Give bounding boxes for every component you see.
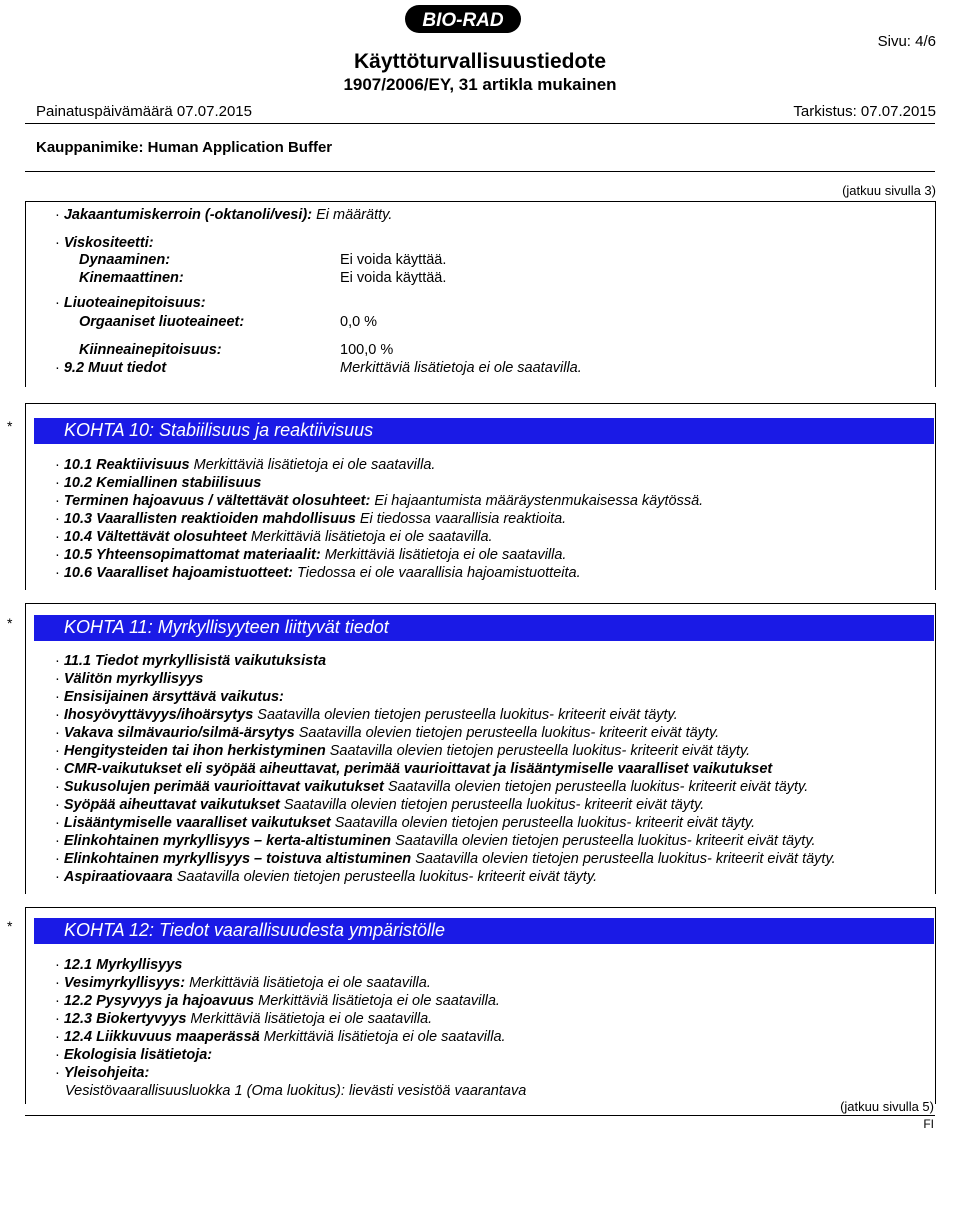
continued-from: (jatkuu sivulla 3) bbox=[842, 183, 936, 198]
header-divider bbox=[25, 123, 935, 124]
section10-changed-marker: * bbox=[7, 418, 13, 434]
s10-line-3: · Terminen hajoavuus / vältettävät olosuhteet: Ei hajaantumista määräystenmukaisessa käytössä. bbox=[55, 493, 704, 509]
logo-text: BIO-RAD bbox=[422, 10, 504, 31]
s11-line-12: · Elinkohtainen myrkyllisyys – toistuva altistuminen Saatavilla olevien tietojen perusteella luokitus- kriteerit eivät täyty. bbox=[55, 851, 836, 867]
s11-line-2: · Välitön myrkyllisyys bbox=[55, 671, 204, 687]
solvent-row: · Liuoteainepitoisuus: bbox=[55, 295, 206, 311]
dynamic-label: Dynaaminen: bbox=[79, 252, 171, 268]
organic-value: 0,0 % bbox=[340, 314, 378, 330]
s12-line-8: Vesistövaarallisuusluokka 1 (Oma luokitus): lievästi vesistöä vaarantava bbox=[65, 1083, 527, 1099]
s12-line-1: · 12.1 Myrkyllisyys bbox=[55, 957, 183, 973]
s10-line-1: · 10.1 Reaktiivisuus Merkittäviä lisätietoja ei ole saatavilla. bbox=[55, 457, 436, 473]
s12-line-7: · Yleisohjeita: bbox=[55, 1065, 150, 1081]
s10-line-4: · 10.3 Vaarallisten reaktioiden mahdollisuus Ei tiedossa vaarallisia reaktioita. bbox=[55, 511, 567, 527]
section12-title: KOHTA 12: Tiedot vaarallisuudesta ympäristölle bbox=[64, 920, 446, 940]
s11-line-5: · Vakava silmävaurio/silmä-ärsytys Saatavilla olevien tietojen perusteella luokitus- kriteerit eivät täyty. bbox=[55, 725, 720, 741]
s11-line-13: · Aspiraatiovaara Saatavilla olevien tietojen perusteella luokitus- kriteerit eivät täyty. bbox=[55, 869, 598, 885]
document-title: Käyttöturvallisuustiedote bbox=[353, 50, 607, 73]
s10-line-7: · 10.6 Vaaralliset hajoamistuotteet: Tiedossa ei ole vaarallisia hajoamistuotteita. bbox=[55, 565, 581, 581]
viscosity-label: Viskositeetti: bbox=[63, 235, 154, 251]
print-date: Painatuspäivämäärä 07.07.2015 bbox=[36, 103, 252, 120]
organic-label: Orgaaniset liuoteaineet: bbox=[79, 314, 245, 330]
other-info-value: Merkittäviä lisätietoja ei ole saatavilla. bbox=[340, 360, 582, 376]
s11-line-8: · Sukusolujen perimää vaurioittavat vaikutukset Saatavilla olevien tietojen perusteella luokitus- kriteerit eivät täyty. bbox=[55, 779, 809, 795]
continued-to: (jatkuu sivulla 5) bbox=[840, 1099, 934, 1114]
page-number: Sivu: 4/6 bbox=[877, 33, 936, 50]
partition-row: · Jakaantumiskerroin (-oktanoli/vesi): Ei määrätty. bbox=[55, 207, 393, 223]
s10-line-5: · 10.4 Vältettävät olosuhteet Merkittäviä lisätietoja ei ole saatavilla. bbox=[55, 529, 493, 545]
section12-changed-marker: * bbox=[7, 918, 13, 934]
section11-title-bar bbox=[34, 615, 934, 641]
section11-title: KOHTA 11: Myrkyllisyyteen liittyvät tiedot bbox=[64, 617, 389, 637]
s11-line-4: · Ihosyövyttävyys/ihoärsytys Saatavilla olevien tietojen perusteella luokitus- kriteerit eivät täyty. bbox=[55, 707, 678, 723]
section10-title-bar bbox=[34, 418, 934, 444]
solids-label: Kiinneainepitoisuus: bbox=[79, 342, 222, 358]
viscosity-row: · Viskositeetti: bbox=[55, 235, 154, 251]
other-info-label: 9.2 Muut tiedot bbox=[63, 360, 167, 376]
partition-label: Jakaantumiskerroin (-oktanoli/vesi): bbox=[63, 207, 313, 223]
solids-value: 100,0 % bbox=[340, 342, 394, 358]
s11-line-6: · Hengitysteiden tai ihon herkistyminen Saatavilla olevien tietojen perusteella luokitus- kriteerit eivät täyty. bbox=[55, 743, 751, 759]
product-divider bbox=[25, 171, 935, 172]
kinematic-value: Ei voida käyttää. bbox=[340, 270, 447, 286]
other-info-row: · 9.2 Muut tiedot bbox=[55, 360, 167, 376]
s12-line-2: · Vesimyrkyllisyys: Merkittäviä lisätietoja ei ole saatavilla. bbox=[55, 975, 431, 991]
s11-line-11: · Elinkohtainen myrkyllisyys – kerta-altistuminen Saatavilla olevien tietojen perusteella luokitus- kriteerit eivät täyty. bbox=[55, 833, 816, 849]
language-code: FI bbox=[923, 1117, 934, 1131]
bio-rad-logo bbox=[404, 4, 522, 34]
section12-title-bar bbox=[34, 918, 934, 944]
s12-line-4: · 12.3 Biokertyvyys Merkittäviä lisätietoja ei ole saatavilla. bbox=[55, 1011, 433, 1027]
section10-title: KOHTA 10: Stabiilisuus ja reaktiivisuus bbox=[64, 420, 374, 440]
s11-line-7: · CMR-vaikutukset eli syöpää aiheuttavat, perimää vaurioittavat ja lisääntymiselle vaaralliset vaikutukset bbox=[55, 761, 773, 777]
document-subtitle: 1907/2006/EY, 31 artikla mukainen bbox=[343, 75, 617, 94]
s12-line-6: · Ekologisia lisätietoja: bbox=[55, 1047, 213, 1063]
s11-line-10: · Lisääntymiselle vaaralliset vaikutukset Saatavilla olevien tietojen perusteella luokitus- kriteerit eivät täyty. bbox=[55, 815, 756, 831]
s10-line-6: · 10.5 Yhteensopimattomat materiaalit: Merkittäviä lisätietoja ei ole saatavilla. bbox=[55, 547, 567, 563]
s10-line-2: · 10.2 Kemiallinen stabiilisuus bbox=[55, 475, 262, 491]
revision-date: Tarkistus: 07.07.2015 bbox=[793, 103, 936, 120]
partition-value: Ei määrätty. bbox=[316, 207, 393, 223]
section11-changed-marker: * bbox=[7, 615, 13, 631]
solvent-label: Liuoteainepitoisuus: bbox=[63, 295, 206, 311]
s11-line-1: · 11.1 Tiedot myrkyllisistä vaikutuksista bbox=[55, 653, 327, 669]
footer-divider bbox=[25, 1115, 935, 1116]
s12-line-5: · 12.4 Liikkuvuus maaperässä Merkittäviä lisätietoja ei ole saatavilla. bbox=[55, 1029, 506, 1045]
s12-line-3: · 12.2 Pysyvyys ja hajoavuus Merkittäviä lisätietoja ei ole saatavilla. bbox=[55, 993, 500, 1009]
product-name: Kauppanimike: Human Application Buffer bbox=[36, 139, 333, 156]
s11-line-9: · Syöpää aiheuttavat vaikutukset Saatavilla olevien tietojen perusteella luokitus- kriteerit eivät täyty. bbox=[55, 797, 705, 813]
dynamic-value: Ei voida käyttää. bbox=[340, 252, 447, 268]
kinematic-label: Kinemaattinen: bbox=[79, 270, 184, 286]
s11-line-3: · Ensisijainen ärsyttävä vaikutus: bbox=[55, 689, 284, 705]
